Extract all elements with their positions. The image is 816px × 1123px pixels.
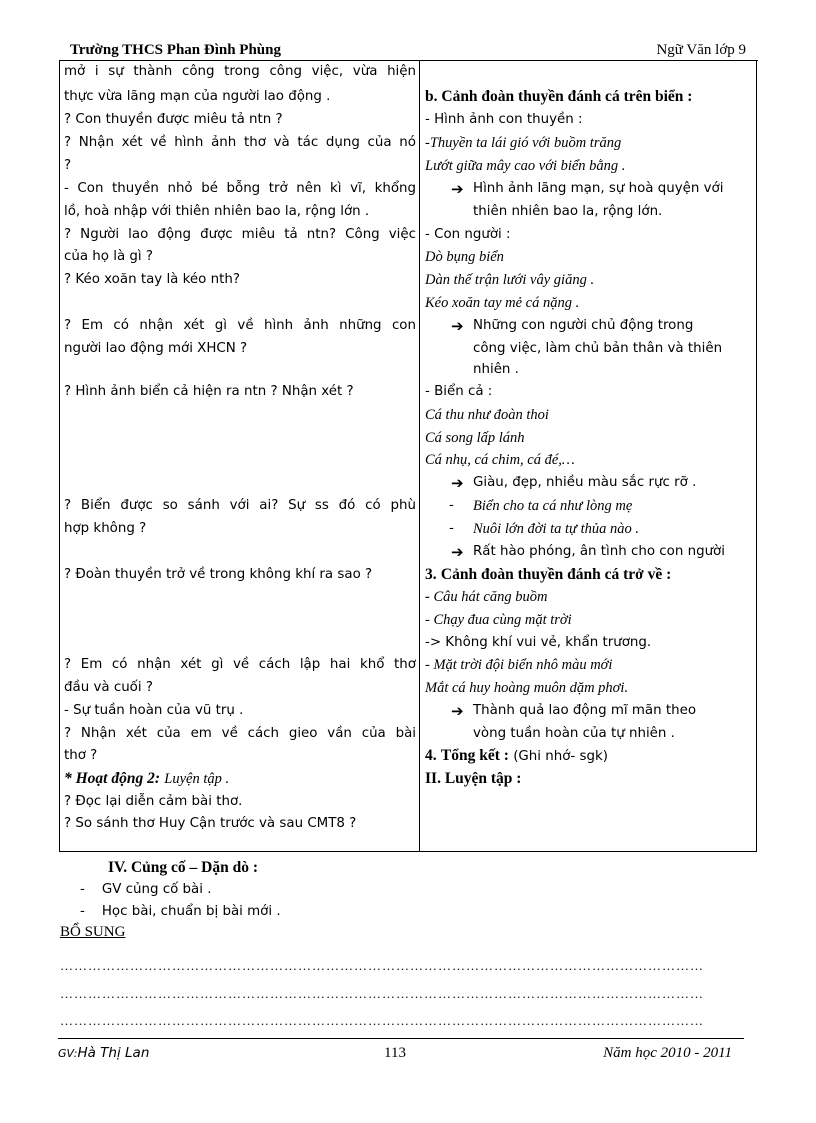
left-line: mở i sự thành công trong công việc, vừa hiện <box>64 64 416 79</box>
section-number: 4. <box>425 747 437 764</box>
section-4-title <box>425 747 755 765</box>
conclusion-text: nhiên . <box>473 362 519 377</box>
left-line: - Con thuyền nhỏ bé bỗng trở nên kì vĩ, khổng <box>64 181 416 196</box>
conclusion-line <box>425 543 755 561</box>
conclusion-text: Giàu, đẹp, nhiều màu sắc rực rỡ . <box>473 475 697 490</box>
activity-2-label: * Hoạt động 2: <box>64 770 161 787</box>
conclusion-line <box>425 702 755 720</box>
left-line: ? <box>64 158 72 173</box>
page-number: 113 <box>384 1045 406 1061</box>
column-divider <box>419 61 420 851</box>
lesson-table <box>59 60 757 852</box>
consolidation-item: - Học bài, chuẩn bị bài mới . <box>80 904 281 919</box>
dash-line <box>425 520 755 538</box>
left-line: đầu và cuối ? <box>64 680 153 695</box>
conclusion-line <box>425 474 755 492</box>
activity-2-name: Luyện tập . <box>164 771 230 787</box>
poem-line: - Câu hát căng buồm <box>425 589 548 605</box>
consolidation-text: GV củng cố bài . <box>101 882 212 897</box>
conclusion-text: Hình ảnh lãng mạn, sự hoà quyện với <box>473 181 724 196</box>
conclusion-line <box>425 180 755 198</box>
poem-line: - Mặt trời đội biển nhô màu mới <box>425 657 613 673</box>
teacher-prefix: GV: <box>58 1047 78 1060</box>
poem-line: Mắt cá huy hoàng muôn dặm phơi. <box>425 680 629 696</box>
arrow-right-icon: ➔ <box>451 474 464 492</box>
conclusion-text: thiên nhiên bao la, rộng lớn. <box>473 204 663 219</box>
section-title: Tổng kết : <box>440 747 509 764</box>
school-name: Trường THCS Phan Đình Phùng <box>70 42 281 58</box>
left-line: hợp không ? <box>64 521 147 536</box>
poem-line: Biển cho ta cá như lòng mẹ <box>473 498 633 514</box>
left-line: ? Đọc lại diễn cảm bài thơ. <box>64 794 243 809</box>
teacher-name: Hà Thị Lan <box>77 1045 150 1061</box>
poem-line: Cá song lấp lánh <box>425 430 525 446</box>
left-line: ? Người lao động được miêu tả ntn? Công việc <box>64 227 416 242</box>
conclusion-text: Thành quả lao động mĩ mãn theo <box>473 703 697 718</box>
left-line: ? Em có nhận xét gì về cách lập hai khổ thơ <box>64 657 416 672</box>
dotted-line: ………………………………………………………………………………………………………………………… <box>60 986 704 1001</box>
left-line: ? Con thuyền được miêu tả ntn ? <box>64 112 283 127</box>
left-line: ? Nhận xét của em về cách gieo vần của bài <box>64 726 416 741</box>
practice-title: II. Luyện tập : <box>425 770 522 787</box>
left-line: ? Hình ảnh biển cả hiện ra ntn ? Nhận xét ? <box>64 384 354 399</box>
arrow-right-icon: ➔ <box>451 317 464 335</box>
left-line: ? So sánh thơ Huy Cận trước và sau CMT8 ? <box>64 816 357 831</box>
arrow-right-icon: ➔ <box>451 543 464 561</box>
right-line: - Con người : <box>425 227 511 242</box>
dash-line <box>425 497 755 515</box>
left-line: - Sự tuần hoàn của vũ trụ . <box>64 703 244 718</box>
conclusion-text: Những con người chủ động trong <box>473 318 694 333</box>
poem-line: Kéo xoăn tay mẻ cá nặng . <box>425 295 580 311</box>
dash-bullet: - <box>449 498 454 513</box>
poem-line: Cá nhụ, cá chim, cá đé,… <box>425 452 575 468</box>
left-line: ? Nhận xét về hình ảnh thơ và tác dụng của nó <box>64 135 416 150</box>
consolidation-text: Học bài, chuẩn bị bài mới . <box>101 904 281 919</box>
left-line: lồ, hoà nhập với thiên nhiên bao la, rộng lớn . <box>64 204 370 219</box>
consolidation-item: - GV củng cố bài . <box>80 882 212 897</box>
section-title: Cảnh đoàn thuyền đánh cá trở về : <box>440 566 672 583</box>
page-header <box>62 38 758 61</box>
poem-line: Cá thu như đoàn thoi <box>425 407 549 423</box>
left-line: ? Đoàn thuyền trở về trong không khí ra sao ? <box>64 567 373 582</box>
left-line: ? Biển được so sánh với ai? Sự ss đó có phù <box>64 498 416 513</box>
right-line: -> Không khí vui vẻ, khẩn trương. <box>425 635 652 650</box>
left-line: người lao động mới XHCN ? <box>64 341 248 356</box>
left-line: ? Em có nhận xét gì về hình ảnh những con <box>64 318 416 333</box>
poem-text: Câu hát căng buồm <box>433 589 548 605</box>
right-line: - Biển cả : <box>425 384 493 399</box>
poem-line: - Chạy đua cùng mặt trời <box>425 612 572 628</box>
addendum-title: BỔ SUNG <box>60 924 126 940</box>
left-line: thực vừa lãng mạn của người lao động . <box>64 89 331 104</box>
arrow-right-icon: ➔ <box>451 180 464 198</box>
consolidation-title: IV. Củng cố – Dặn dò : <box>108 859 259 876</box>
left-line: thơ ? <box>64 748 98 763</box>
arrow-right-icon: ➔ <box>451 702 464 720</box>
poem-line: Dò bụng biển <box>425 249 504 265</box>
section-b-title: b. Cảnh đoàn thuyền đánh cá trên biển : <box>425 88 693 105</box>
teacher <box>58 1045 149 1061</box>
right-line: - Hình ảnh con thuyền : <box>425 112 583 127</box>
left-line: của họ là gì ? <box>64 249 154 264</box>
dotted-line: ………………………………………………………………………………………………………………………… <box>60 958 704 973</box>
conclusion-text: Rất hào phóng, ân tình cho con người <box>473 544 725 559</box>
poem-line: Nuôi lớn đời ta tự thủa nào . <box>473 521 639 537</box>
activity-2-line <box>64 770 416 788</box>
conclusion-text: công việc, làm chủ bản thân và thiên <box>473 341 723 356</box>
left-line: ? Kéo xoăn tay là kéo nth? <box>64 272 240 287</box>
conclusion-text: vòng tuần hoàn của tự nhiên . <box>473 726 675 741</box>
dotted-line: ………………………………………………………………………………………………………………………… <box>60 1013 704 1028</box>
poem-line: Dàn thế trận lưới vây giăng . <box>425 272 595 288</box>
poem-line: -Thuyền ta lái gió với buồm trăng <box>425 135 622 151</box>
section-3-title <box>425 566 755 584</box>
poem-line: Lướt giữa mây cao với biển bằng . <box>425 158 626 174</box>
page-footer <box>58 1038 744 1069</box>
section-note: (Ghi nhớ- sgk) <box>513 749 608 764</box>
dash-bullet: - <box>449 521 454 536</box>
section-number: 3. <box>425 566 437 583</box>
subject-name: Ngữ Văn lớp 9 <box>656 42 746 58</box>
conclusion-line <box>425 317 755 335</box>
school-year: Năm học 2010 - 2011 <box>603 1045 732 1061</box>
